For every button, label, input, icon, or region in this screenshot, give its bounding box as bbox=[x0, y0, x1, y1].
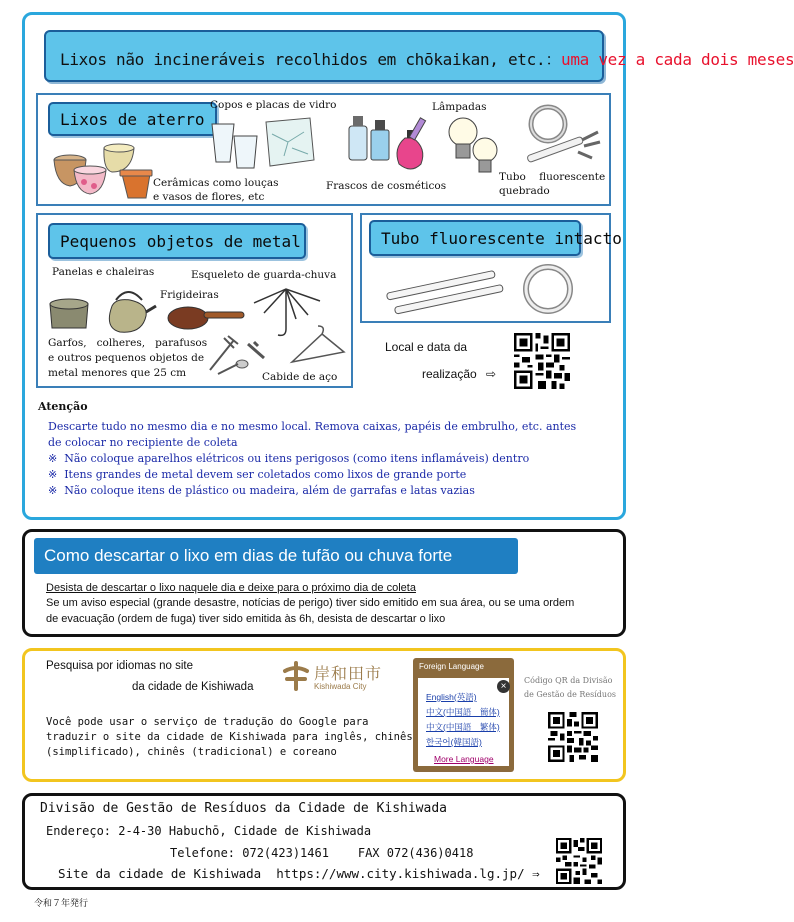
section1-header-main: Lixos não incineráveis recolhidos em chōkaikan, etc. bbox=[60, 50, 546, 69]
qr-label-2: de Gestão de Resíduos bbox=[524, 690, 616, 699]
city-site-qr-code[interactable] bbox=[556, 838, 602, 884]
lampadas-label: Lâmpadas bbox=[432, 101, 487, 113]
local-data-realizacao: realização bbox=[422, 367, 477, 381]
contact-title: Divisão de Gestão de Resíduos da Cidade de Kishiwada bbox=[40, 801, 447, 816]
cabide-label: Cabide de aço bbox=[262, 371, 338, 383]
garfos-label-2: e outros pequenos objetos de bbox=[48, 352, 205, 364]
language-link-chinese-simplified[interactable]: 中文(中国語 簡体) bbox=[426, 707, 500, 717]
aterro-title: Lixos de aterro bbox=[48, 102, 217, 136]
metal-title: Pequenos objetos de metal bbox=[48, 223, 306, 259]
language-body-2: traduzir o site da cidade de Kishiwada para inglês, chinês bbox=[46, 731, 413, 743]
frascos-label: Frascos de cosméticos bbox=[326, 180, 447, 192]
pots-kettle-illustration bbox=[46, 282, 158, 336]
language-body-3: (simplificado), chinês (tradicional) e coreano bbox=[46, 746, 337, 758]
kishiwada-logo-en: Kishiwada City bbox=[314, 682, 367, 691]
close-icon[interactable]: × bbox=[497, 680, 510, 693]
ceramicas-label-2: e vasos de flores, etc bbox=[153, 191, 265, 203]
foreign-language-title: Foreign Language bbox=[419, 662, 484, 671]
contact-phone: Telefone: 072(423)1461 FAX 072(436)0418 bbox=[170, 846, 474, 860]
tubo-intacto-title: Tubo fluorescente intacto bbox=[369, 220, 581, 256]
section1-header-colon: ： bbox=[545, 50, 562, 69]
local-data-arrow: ⇨ bbox=[486, 367, 497, 381]
bulbs-illustration bbox=[445, 112, 505, 178]
atencao-heading: Atenção bbox=[38, 400, 88, 413]
cosmetics-illustration bbox=[345, 108, 435, 176]
local-data-qr-code[interactable] bbox=[514, 333, 570, 389]
language-heading-1: Pesquisa por idiomas no site bbox=[46, 660, 194, 672]
typhoon-subtitle: Desista de descartar o lixo naquele dia e deixe para o próximo dia de coleta bbox=[46, 582, 416, 594]
intact-tubes-illustration bbox=[380, 262, 580, 316]
local-data-line2 bbox=[422, 367, 496, 381]
typhoon-body-2: de evacuação (ordem de fuga) tiver sido emitida às 6h, desista de descartar o lixo bbox=[46, 613, 446, 625]
section1-header-frequency: uma vez a cada dois meses bbox=[561, 50, 794, 69]
atencao-notes bbox=[48, 419, 576, 499]
atencao-item-3: ※ Não coloque itens de plástico ou madeira, além de garrafas e latas vazias bbox=[48, 484, 475, 497]
language-body bbox=[46, 715, 413, 760]
qr-label-1: Código QR da Divisão bbox=[524, 676, 613, 685]
ceramics-illustration bbox=[50, 140, 152, 200]
issued-note: 令和７年発行 bbox=[34, 898, 89, 908]
atencao-line1: Descarte tudo no mesmo dia e no mesmo local. Remova caixas, papéis de embrulho, etc. antes bbox=[48, 420, 577, 433]
waste-division-qr-code[interactable] bbox=[548, 712, 598, 762]
frying-pan-illustration bbox=[166, 298, 246, 334]
language-body-1: Você pode usar o serviço de tradução do Google para bbox=[46, 716, 369, 728]
kishiwada-logo-jp: 岸和田市 bbox=[314, 666, 383, 683]
tubo-quebrado-label-1: Tubo fluorescente bbox=[499, 171, 606, 183]
glass-illustration bbox=[208, 114, 318, 174]
esqueleto-label: Esqueleto de guarda-chuva bbox=[191, 269, 337, 281]
language-link-chinese-traditional[interactable]: 中文(中国語 繁体) bbox=[426, 722, 500, 732]
garfos-label-1: Garfos, colheres, parafusos bbox=[48, 337, 208, 349]
typhoon-body-1: Se um aviso especial (grande desastre, notícias de perigo) tiver sido emitido em sua área, ou se uma ordem bbox=[46, 597, 575, 609]
language-heading-2: da cidade de Kishiwada bbox=[132, 681, 254, 693]
more-language-link[interactable]: More Language bbox=[434, 754, 494, 764]
atencao-item-1: ※ Não coloque aparelhos elétricos ou itens perigosos (como itens inflamáveis) dentro bbox=[48, 452, 530, 465]
frigideiras-label: Frigideiras bbox=[160, 289, 219, 301]
local-data-line1: Local e data da bbox=[385, 340, 468, 354]
language-link-english[interactable]: English(英語) bbox=[426, 692, 477, 702]
foreign-language-list bbox=[418, 678, 509, 766]
atencao-item-2: ※ Itens grandes de metal devem ser coletados como lixos de grande porte bbox=[48, 468, 467, 481]
language-link-korean[interactable]: 한국어(韓国語) bbox=[426, 737, 482, 747]
ceramicas-label-1: Cerâmicas como louças bbox=[153, 177, 279, 189]
panelas-label: Panelas e chaleiras bbox=[52, 266, 155, 278]
hanger-illustration bbox=[288, 322, 348, 370]
tubo-quebrado-label-2: quebrado bbox=[499, 185, 550, 197]
broken-tube-illustration bbox=[512, 102, 604, 170]
section1-header bbox=[44, 30, 794, 82]
kishiwada-logo-icon bbox=[281, 661, 311, 691]
cutlery-illustration bbox=[204, 330, 268, 376]
copos-label: Copos e placas de vidro bbox=[210, 99, 337, 111]
atencao-line2: de colocar no recipiente de coleta bbox=[48, 436, 238, 449]
typhoon-title: Como descartar o lixo em dias de tufão ou chuva forte bbox=[34, 538, 518, 574]
contact-site[interactable]: Site da cidade de Kishiwada https://www.city.kishiwada.lg.jp/ ⇒ bbox=[58, 866, 540, 881]
garfos-label-3: metal menores que 25 cm bbox=[48, 367, 187, 379]
foreign-language-widget bbox=[413, 658, 514, 772]
contact-address: Endereço: 2-4-30 Habuchō, Cidade de Kishiwada bbox=[46, 824, 372, 838]
